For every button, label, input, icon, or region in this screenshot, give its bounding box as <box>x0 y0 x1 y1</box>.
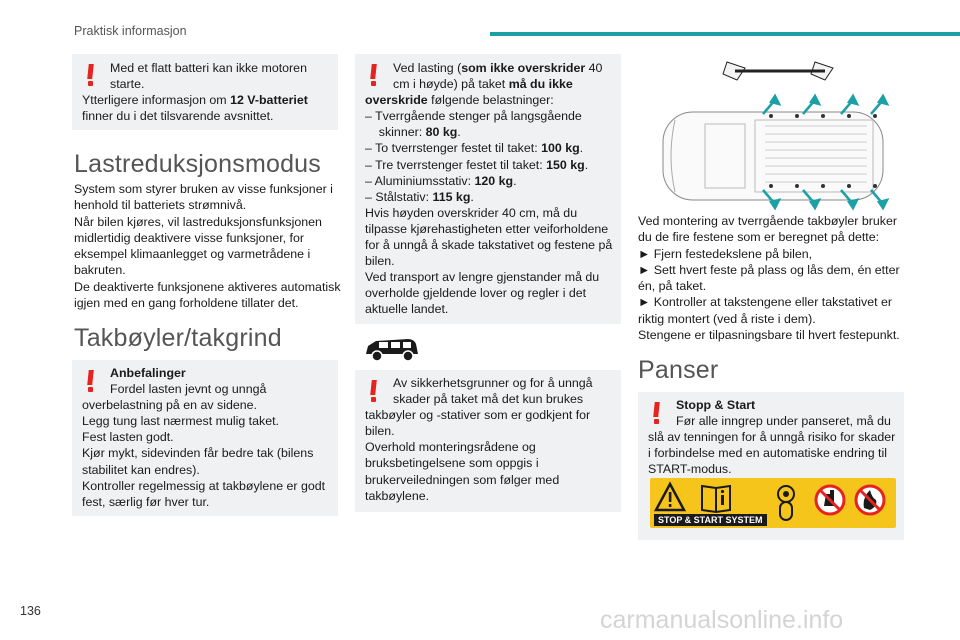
section-title-load-reduction: Lastreduksjonsmodus <box>74 150 321 178</box>
recommendations-heading: Anbefalinger <box>110 366 186 380</box>
page-number: 136 <box>20 604 41 618</box>
warning-icon <box>369 64 379 86</box>
roof-bar-illustration <box>723 62 833 80</box>
header-accent-bar <box>490 32 960 36</box>
stop-start-heading: Stopp & Start <box>676 398 756 412</box>
battery-info-line: Ytterligere informasjon om 12 V-batteriet <box>82 93 308 108</box>
safety-warning-box: Av sikkerhetsgrunner og for å unngå skader på taket må det kun brukes takbøyler og -stativer som er godkjent for bilen. Overhold monteringsrådene og bruksbetingelsene som oppgis i brukerveiledningen som følger med takbøylene. <box>355 370 621 512</box>
stop-start-label-text: STOP & START SYSTEM <box>654 514 767 526</box>
warning-text: Med et flatt batteri kan ikke motoren <box>110 61 307 75</box>
warning-icon <box>86 64 96 86</box>
recommendations-box: Anbefalinger Fordel lasten jevnt og unngå overbelastning på en av sidene. Legg tung last nærmest mulig taket. Fest lasten godt. Kjør mykt, sidevinden får bedre tak (bilens stabilitet kan endres). Kontroller regelmessig at takbøylene er godt fest, særlig før hver tur. <box>72 360 338 516</box>
mounting-instructions: Ved montering av tverrgående takbøyler bruker du de fire festene som er beregnet på dette: ► Fjern festedekslene på bilen, ► Sett hvert feste på plass og lås dem, én etter én, på taket. ► Kontroller at takstengene eller takstativet er riktig montert (ved å riste i dem). Stengene er tilpasningsbare til hvert festepunkt. <box>638 214 900 343</box>
warning-icon <box>369 380 379 402</box>
section-title-roof-bars: Takbøyler/takgrind <box>74 324 282 352</box>
watermark: carmanualsonline.info <box>600 606 844 634</box>
stop-start-warning-label <box>650 478 896 528</box>
stop-start-warning-box: Stopp & Start Før alle inngrep under panseret, må du slå av tenningen for å unngå risiko for skader i forbindelse med en automatiske endring til START-modus. STOP & START SYSTEM <box>638 392 904 540</box>
load-reduction-text: System som styrer bruken av visse funksjoner i henhold til batteriets strømnivå. Når bilen kjøres, vil lastreduksjonsfunksjonen midlertidig deaktivere visse funksjoner, for eksempel klimaanlegget og varmetrådene i bakruten. De deaktiverte funksjonene aktiveres automatisk igjen med en gang forholdene tillater det. <box>74 182 341 311</box>
warning-icon <box>86 370 96 392</box>
battery-info-line: finner du i det tilsvarende avsnittet. <box>82 109 274 124</box>
section-title-bonnet: Panser <box>638 356 719 384</box>
header-section-title: Praktisk informasjon <box>74 24 187 38</box>
warning-text: starte. <box>110 77 145 92</box>
battery-warning-box <box>72 54 338 130</box>
van-side-icon <box>362 336 422 364</box>
warning-icon <box>652 402 662 424</box>
roof-mount-diagram <box>645 54 895 214</box>
roof-load-warning-box: Ved lasting (som ikke overskrider 40 cm i høyde) på taket må du ikke overskride følgende belastninger: – Tverrgående stenger på langsgående skinner: 80 kg. – To tverrstenger festet til taket: 100 kg. – Tre tverrstenger festet til taket: 150 kg. – Aluminiumsstativ: 120 kg. – Stålstativ: 115 kg. Hvis høyden overskrider 40 cm, må du tilpasse kjørehastigheten etter veiforholdene for å unngå å skade takstativet og festene på bilen. Ved transport av lengre gjenstander må du overholde gjeldende lover og regler i det aktuelle landet. <box>355 54 621 324</box>
